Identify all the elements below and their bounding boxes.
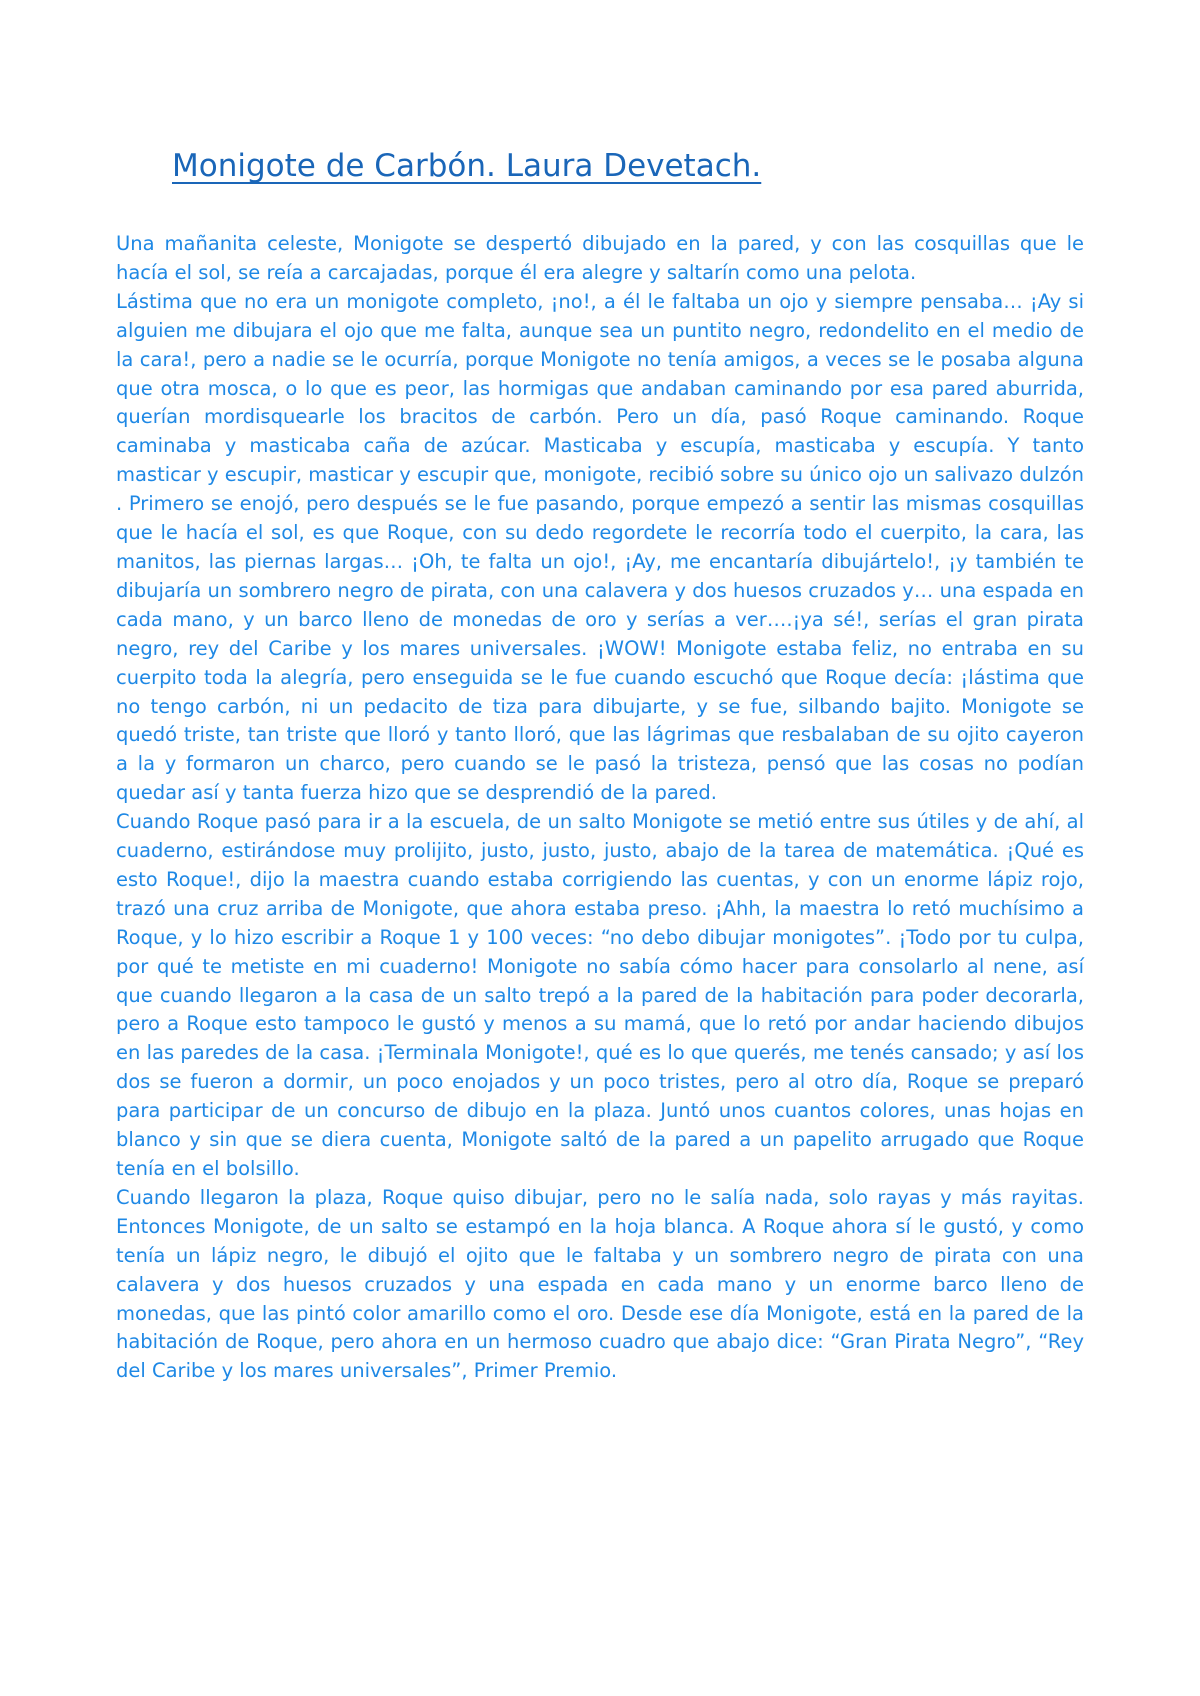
- story-body: [116, 230, 1084, 1386]
- story-paragraph-3: Cuando Roque pasó para ir a la escuela, de un salto Monigote se metió entre sus útiles y de ahí, al cuaderno, estirándose muy prolijito, justo, justo, justo, abajo de la tarea de matemática. ¡Qué es esto Roque!, dijo la maestra cuando estaba corrigiendo las cuentas, y con un enorme lápiz rojo, trazó una cruz arriba de Monigote, que ahora estaba preso. ¡Ahh, la maestra lo retó muchísimo a Roque, y lo hizo escribir a Roque 1 y 100 veces: “no debo dibujar monigotes”. ¡Todo por tu culpa, por qué te metiste en mi cuaderno! Monigote no sabía cómo hacer para consolarlo al nene, así que cuando llegaron a la casa de un salto trepó a la pared de la habitación para poder decorarla, pero a Roque esto tampoco le gustó y menos a su mamá, que lo retó por andar haciendo dibujos en las paredes de la casa. ¡Terminala Monigote!, qué es lo que querés, me tenés cansado; y así los dos se fueron a dormir, un poco enojados y un poco tristes, pero al otro día, Roque se preparó para participar de un concurso de dibujo en la plaza. Juntó unos cuantos colores, unas hojas en blanco y sin que se diera cuenta, Monigote saltó de la pared a un papelito arrugado que Roque tenía en el bolsillo.: [116, 810, 1084, 1180]
- story-paragraph-2: Lástima que no era un monigote completo, ¡no!, a él le faltaba un ojo y siempre pensaba… ¡Ay si alguien me dibujara el ojo que me falta, aunque sea un puntito negro, redondelito en el medio de la cara!, pero a nadie se le ocurría, porque Monigote no tenía amigos, a veces se le posaba alguna que otra mosca, o lo que es peor, las hormigas que andaban caminando por esa pared aburrida, querían mordisquearle los bracitos de carbón. Pero un día, pasó Roque caminando. Roque caminaba y masticaba caña de azúcar. Masticaba y escupía, masticaba y escupía. Y tanto masticar y escupir, masticar y escupir que, monigote, recibió sobre su único ojo un salivazo dulzón . Primero se enojó, pero después se le fue pasando, porque empezó a sentir las mismas cosquillas que le hacía el sol, es que Roque, con su dedo regordete le recorría todo el cuerpito, la cara, las manitos, las piernas largas… ¡Oh, te falta un ojo!, ¡Ay, me encantaría dibujártelo!, ¡y también te dibujaría un sombrero negro de pirata, con una calavera y dos huesos cruzados y… una espada en cada mano, y un barco lleno de monedas de oro y serías a ver….¡ya sé!, serías el gran pirata negro, rey del Caribe y los mares universales. ¡WOW! Monigote estaba feliz, no entraba en su cuerpito toda la alegría, pero enseguida se le fue cuando escuchó que Roque decía: ¡lástima que no tengo carbón, ni un pedacito de tiza para dibujarte, y se fue, silbando bajito. Monigote se quedó triste, tan triste que lloró y tanto lloró, que las lágrimas que resbalaban de su ojito cayeron a la y formaron un charco, pero cuando se le pasó la tristeza, pensó que las cosas no podían quedar así y tanta fuerza hizo que se desprendió de la pared.: [116, 289, 1084, 805]
- story-paragraph-1: Una mañanita celeste, Monigote se despertó dibujado en la pared, y con las cosquillas que le hacía el sol, se reía a carcajadas, porque él era alegre y saltarín como una pelota.: [116, 232, 1084, 284]
- document-title: Monigote de Carbón. Laura Devetach.: [172, 148, 762, 184]
- story-paragraph-4: Cuando llegaron la plaza, Roque quiso dibujar, pero no le salía nada, solo rayas y más rayitas. Entonces Monigote, de un salto se estampó en la hoja blanca. A Roque ahora sí le gustó, y como tenía un lápiz negro, le dibujó el ojito que le faltaba y un sombrero negro de pirata con una calavera y dos huesos cruzados y una espada en cada mano y un enorme barco lleno de monedas, que las pintó color amarillo como el oro. Desde ese día Monigote, está en la pared de la habitación de Roque, pero ahora en un hermoso cuadro que abajo dice: “Gran Pirata Negro”, “Rey del Caribe y los mares universales”, Primer Premio.: [116, 1185, 1084, 1383]
